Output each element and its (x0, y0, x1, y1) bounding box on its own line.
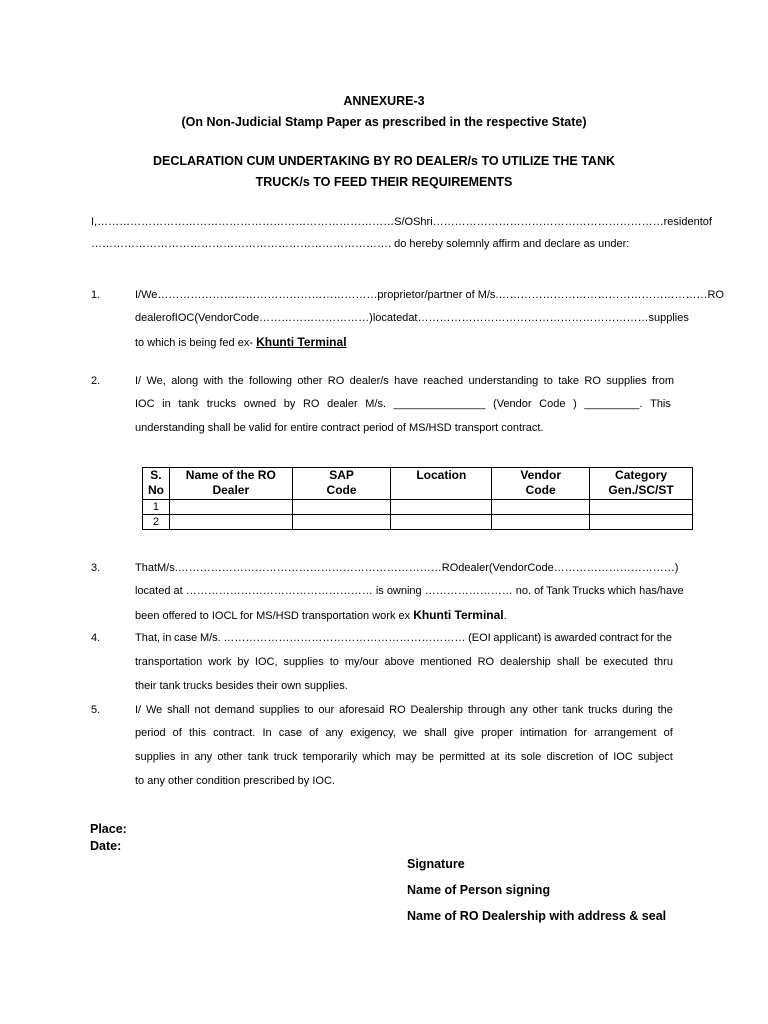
text-word: demand (214, 704, 255, 716)
text-word: proper (481, 727, 513, 739)
text-word: RO (477, 656, 495, 668)
text-word: ………………………………………………………… (223, 632, 466, 644)
text-word: not (194, 704, 210, 716)
text-word: (Vendor (488, 562, 528, 574)
text-word: _______________ (393, 398, 486, 410)
table-row (143, 515, 693, 530)
text-word: be (421, 751, 435, 763)
text-word: contract (599, 632, 639, 644)
text-word: of (702, 216, 712, 228)
text-word: located (372, 312, 409, 324)
text-word: in (162, 398, 171, 410)
text-word: I/We (135, 289, 158, 301)
stamp-paper-note: (On Non-Judicial Stamp Paper as prescribed in the respective State) (181, 115, 587, 129)
text-word: I, (91, 216, 98, 228)
text-word: the (656, 632, 672, 644)
text-word: Dealership (410, 704, 464, 716)
text-word: to (304, 704, 314, 716)
text-word: any (325, 727, 344, 739)
text-word: may (395, 751, 417, 763)
text-word: of (663, 727, 673, 739)
text-word: dealer (135, 312, 166, 324)
clause-3-number: 3. (91, 562, 101, 574)
clause-4-line-3: their tank trucks besides their own supplies. (135, 680, 348, 692)
intro-line-2: ………………………………………………………………………. do hereby solemnly affirm and declare as under: (91, 238, 630, 250)
text-word: shall (424, 727, 447, 739)
text-word: this (188, 727, 207, 739)
text-word: supplies (135, 751, 176, 763)
clause-3-text: been offered to IOCL for MS/HSD transportation work ex (135, 610, 414, 622)
text-word: discretion (546, 751, 594, 763)
text-word: shall (167, 704, 190, 716)
clause-5-line-2 (135, 727, 673, 739)
text-word: contract. (213, 727, 256, 739)
table-cell (169, 515, 292, 530)
text-word: trucks (588, 704, 618, 716)
text-word: …………………………………………………… (157, 289, 378, 301)
text-word: M/s. (199, 632, 221, 644)
text-word: to (329, 656, 339, 668)
table-cell (391, 500, 492, 515)
text-word: RO (441, 562, 459, 574)
text-word: exigency, (350, 727, 396, 739)
table-cell (391, 515, 492, 530)
declaration-title-line1: DECLARATION CUM UNDERTAKING BY RO DEALER/s TO UTILIZE THE TANK (152, 154, 616, 168)
text-word: I/ (135, 375, 142, 387)
text-word: permitted (439, 751, 486, 763)
text-word: following (249, 375, 292, 387)
text-word: ……………………………………………………………… (177, 562, 442, 574)
text-word: executed (603, 656, 649, 668)
text-word: reached (423, 375, 464, 387)
text-word: applicant) (493, 632, 542, 644)
clause-3-line-1 (135, 562, 679, 574)
text-word: dealer/s (349, 375, 389, 387)
clause-2-line-1 (135, 375, 674, 387)
text-word: tank (562, 704, 584, 716)
text-word: transportation (135, 656, 203, 668)
clause-1-line-1 (135, 289, 724, 301)
place-label: Place: (90, 822, 127, 836)
terminal-name: Khunti Terminal (413, 608, 504, 622)
text-word: owned (243, 398, 277, 410)
text-word: of (165, 312, 175, 324)
text-word: ………………………………………………………resident (432, 216, 703, 228)
text-word: the (228, 375, 244, 387)
text-word: supplies (606, 375, 647, 387)
text-word: (EOI (468, 632, 491, 644)
text-word: other (532, 704, 558, 716)
clause-5-line-1 (135, 704, 673, 716)
text-word: for (641, 632, 655, 644)
text-word: of (172, 727, 182, 739)
text-word: aforesaid (339, 704, 385, 716)
text-word: tank (178, 398, 200, 410)
ro-dealer-table (142, 467, 693, 530)
text-word: case (278, 727, 302, 739)
text-word: subject (638, 751, 673, 763)
text-word: from (652, 375, 674, 387)
text-word: the (657, 704, 673, 716)
clause-2-line-2 (135, 398, 671, 410)
clause-4-line-1 (135, 632, 672, 644)
header-vendor-code: Vendor Code (492, 468, 590, 500)
text-word: IOC (613, 751, 633, 763)
text-word: M/s. (365, 398, 387, 410)
clause-1-line-2 (135, 312, 689, 324)
table-cell (492, 515, 590, 530)
text-word: We (145, 704, 163, 716)
table-cell (590, 515, 693, 530)
clause-5-number: 5. (91, 704, 101, 716)
header-sap-code: SAP Code (292, 468, 391, 500)
clause-2-number: 2. (91, 375, 101, 387)
text-word: by (237, 656, 249, 668)
text-word: above (384, 656, 415, 668)
text-word: truck (273, 751, 298, 763)
text-word: by (283, 398, 296, 410)
text-word: of (309, 727, 319, 739)
text-word: Shri (413, 216, 433, 228)
table-cell: 2 (143, 515, 170, 530)
text-word: …………………………… (553, 562, 675, 574)
text-word: IOC (174, 312, 195, 324)
text-word: sole (521, 751, 542, 763)
text-word: have (394, 375, 419, 387)
text-word: in (162, 632, 172, 644)
clause-4-line-2 (135, 656, 673, 668)
text-word: ………………………………………………………………………S/O (97, 216, 414, 228)
text-word: any (510, 704, 528, 716)
text-word: in (180, 751, 190, 763)
text-word: with (203, 375, 224, 387)
text-word: shall (556, 656, 580, 668)
table-header-row (143, 468, 693, 500)
clause-3-period: . (503, 610, 507, 622)
signature-label: Signature (407, 857, 465, 871)
header-location: Location (391, 468, 492, 500)
clause-5-line-3 (135, 751, 673, 763)
text-word: our (318, 704, 335, 716)
text-word: RO (584, 375, 601, 387)
text-word: my/our (344, 656, 379, 668)
intro-line-1 (91, 216, 712, 228)
text-word: through (467, 704, 506, 716)
dealership-name-label: Name of RO Dealership with address & seal (407, 909, 667, 923)
text-word: intimation (520, 727, 568, 739)
table-cell: 1 (143, 500, 170, 515)
text-word: RO (389, 704, 406, 716)
table-cell (292, 515, 391, 530)
declaration-title-line2: TRUCK/s TO FEED THEIR REQUIREMENTS (255, 175, 513, 189)
annexure-heading: ANNEXURE-3 (343, 94, 425, 108)
text-word: temporarily (302, 751, 358, 763)
text-word: I/ (135, 704, 142, 716)
clause-5-line-4: to any other condition prescribed by IOC. (135, 775, 335, 787)
text-word: dealer (458, 562, 489, 574)
text-word: supplies (283, 656, 324, 668)
text-word: take (558, 375, 580, 387)
signer-name-label: Name of Person signing (407, 883, 551, 897)
text-word: be (585, 656, 598, 668)
text-word: Code (539, 398, 566, 410)
table-cell (292, 500, 391, 515)
text-word: awarded (554, 632, 597, 644)
text-word: at (490, 751, 500, 763)
text-word: of (598, 751, 608, 763)
text-word: _________. (584, 398, 643, 410)
text-word: ) (573, 398, 577, 410)
text-word: IOC (135, 398, 155, 410)
header-ro-dealer-name: Name of the RO Dealer (169, 468, 292, 500)
header-s-no: S. No (143, 468, 170, 500)
text-word: That (135, 562, 158, 574)
text-word: other (297, 375, 323, 387)
text-word: Code (232, 312, 260, 324)
text-word: give (453, 727, 475, 739)
terminal-name: Khunti Terminal (256, 335, 347, 349)
text-word: period (135, 727, 166, 739)
text-word: ) (674, 562, 679, 574)
text-word: proprietor/partner of M/s. (377, 289, 499, 301)
text-word: case (174, 632, 198, 644)
text-word: …………………………………………………RO (498, 289, 724, 301)
header-category: Category Gen./SC/ST (590, 468, 693, 500)
text-word: at (408, 312, 418, 324)
text-word: That, (135, 632, 161, 644)
text-word: its (504, 751, 516, 763)
clause-3-line-3 (135, 608, 507, 622)
text-word: during (622, 704, 653, 716)
table-cell (492, 500, 590, 515)
text-word: RO (302, 398, 320, 410)
table-cell (169, 500, 292, 515)
text-word: arrangement (594, 727, 657, 739)
clause-3-line-2: located at …………………………………………… is owning …………………… no. of Tank Trucks which has/have (135, 585, 684, 597)
text-word: M/s. (157, 562, 178, 574)
text-word: for (574, 727, 588, 739)
text-word: which (362, 751, 391, 763)
text-word: work (208, 656, 232, 668)
text-word: …………………………) (259, 312, 373, 324)
text-word: IOC, (254, 656, 278, 668)
table-row (143, 500, 693, 515)
text-word: ………………………………………………………supplies (417, 312, 689, 324)
text-word: We, (146, 375, 166, 387)
text-word: trucks (206, 398, 237, 410)
clause-1-line-3 (135, 335, 347, 349)
text-word: Code (527, 562, 554, 574)
text-word: tank (247, 751, 269, 763)
text-word: supplies (259, 704, 300, 716)
text-word: is (543, 632, 552, 644)
text-word: dealer (327, 398, 358, 410)
text-word: understanding (468, 375, 539, 387)
clause-1-text: to which is being fed ex- (135, 337, 257, 349)
text-word: any (194, 751, 213, 763)
date-label: Date: (90, 839, 122, 853)
text-word: other (217, 751, 243, 763)
text-word: to (543, 375, 553, 387)
text-word: (Vendor (493, 398, 532, 410)
table-cell (590, 500, 693, 515)
clause-2-line-3: understanding shall be valid for entire contract period of MS/HSD transport contract. (135, 422, 544, 434)
text-word: (Vendor (194, 312, 233, 324)
text-word: RO (327, 375, 345, 387)
text-word: In (262, 727, 272, 739)
clause-4-number: 4. (91, 632, 101, 644)
text-word: This (650, 398, 671, 410)
text-word: we (402, 727, 418, 739)
text-word: along (171, 375, 199, 387)
clause-1-number: 1. (91, 289, 101, 301)
text-word: thru (653, 656, 673, 668)
text-word: dealership (500, 656, 551, 668)
text-word: mentioned (420, 656, 472, 668)
